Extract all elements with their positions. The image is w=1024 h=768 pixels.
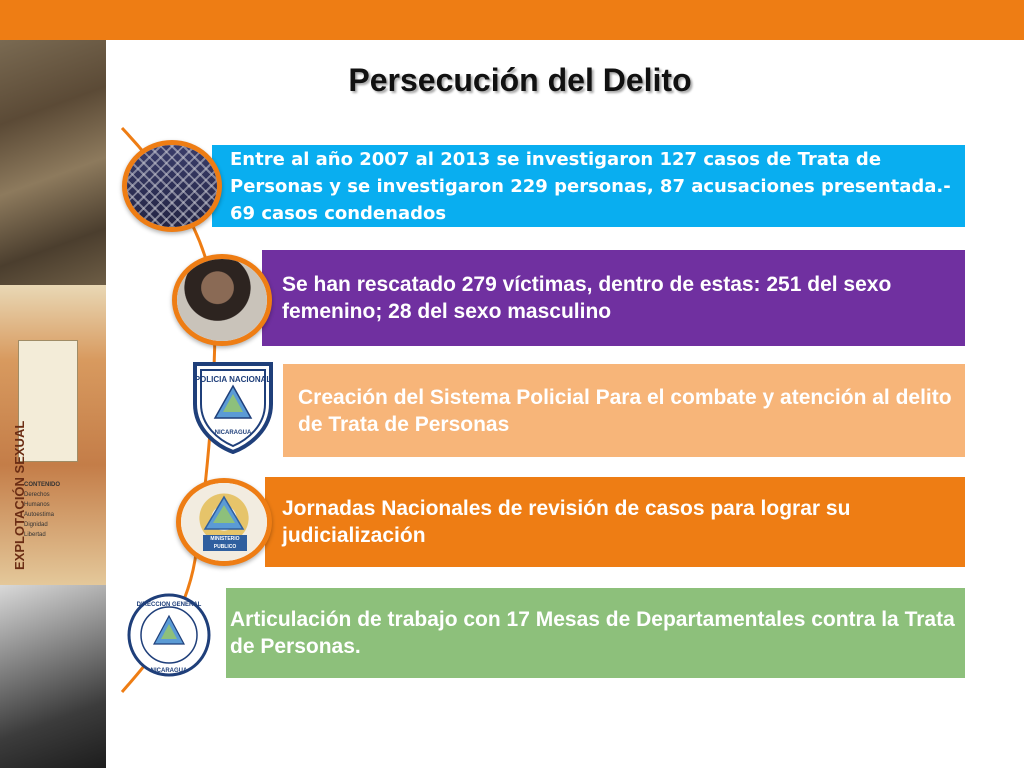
info-text: Jornadas Nacionales de revisión de casos para lograr su judicialización <box>282 497 851 547</box>
shield-top-text: POLICIA NACIONAL <box>194 375 272 384</box>
jar-label-text <box>24 480 74 540</box>
jar-label-line: Dignidad <box>24 522 48 528</box>
woman-photo-icon <box>172 254 272 346</box>
jar-label-title: CONTENIDO <box>24 482 60 488</box>
worker-photo <box>0 40 106 285</box>
seal-top-text: DIRECCION GENERAL <box>136 602 202 608</box>
info-text: Se han rescatado 279 víctimas, dentro de estas: 251 del sexo femenino; 28 del sexo masculino <box>282 273 892 323</box>
info-text: Creación del Sistema Policial Para el combate y atención al delito de Trata de Personas <box>298 385 952 436</box>
info-box-rescued-victims <box>262 250 965 346</box>
info-text: Entre al año 2007 al 2013 se investigaron 127 casos de Trata de Personas y se investigaron 229 personas, 87 acusaciones presentada.- 69 casos condenados <box>230 148 951 224</box>
info-box-investigations <box>212 145 965 227</box>
info-box-national-reviews <box>265 477 965 567</box>
jar-label <box>18 340 78 462</box>
info-box-police-system <box>283 364 965 457</box>
seal-bottom-text: NICARAGUA <box>150 668 188 674</box>
shackles-photo <box>0 585 106 768</box>
ribbon-line: MINISTERIO <box>210 536 240 542</box>
jar-label-line: Libertad <box>24 532 46 538</box>
info-box-departmental-tables <box>226 588 965 678</box>
ribbon-line: PUBLICO <box>213 544 237 550</box>
direccion-general-migracion-seal-icon <box>126 592 212 678</box>
page-title: Persecución del Delito <box>348 62 692 98</box>
side-image-collage <box>0 40 106 768</box>
seal-ribbon <box>203 535 247 551</box>
shield-bottom-text: NICARAGUA <box>214 430 252 436</box>
jar-label-line: Derechos Humanos <box>24 492 50 508</box>
ministerio-publico-seal-icon <box>176 478 272 566</box>
fence-hands-photo-icon <box>122 140 222 232</box>
vertical-caption: EXPLOTACIÓN SEXUAL <box>12 420 27 570</box>
policia-nacional-shield-icon <box>189 358 277 454</box>
info-text: Articulación de trabajo con 17 Mesas de Departamentales contra la Trata de Personas. <box>230 608 955 658</box>
jar-label-line: Autoestima <box>24 512 55 518</box>
top-accent-bar <box>0 0 1024 40</box>
